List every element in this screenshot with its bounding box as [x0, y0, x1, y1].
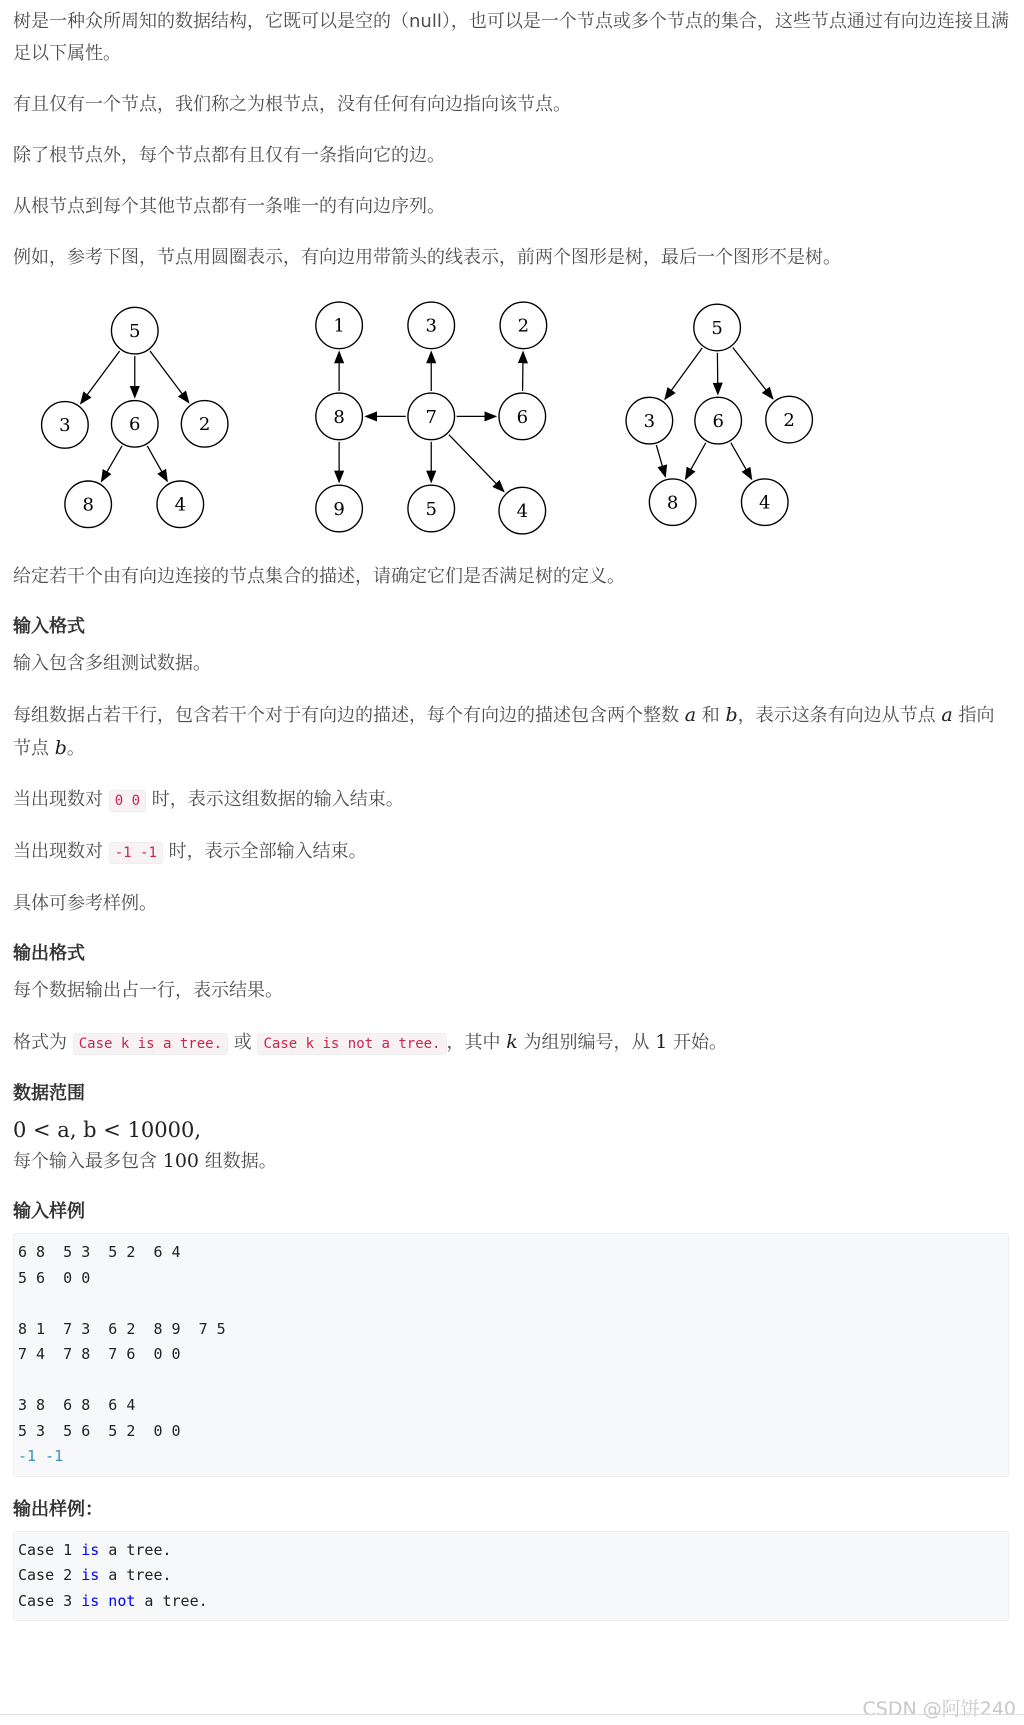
text: 。: [66, 738, 85, 759]
example-description: 例如，参考下图，节点用圆圈表示，有向边用带箭头的线表示，前两个图形是树，最后一个图形不是树。: [13, 247, 841, 268]
text: 当出现数对: [13, 841, 109, 862]
number: 100: [162, 1150, 199, 1172]
sample-input-end: -1 -1: [18, 1447, 64, 1465]
graph-node-label: 9: [333, 498, 345, 520]
text: 或: [228, 1032, 258, 1053]
graph-node-label: 8: [333, 406, 345, 428]
sample-output-heading: 输出样例：: [13, 1498, 103, 1520]
sample-output-code: [13, 1531, 1009, 1622]
text: 每组数据占若干行，包含若干个对于有向边的描述，每个有向边的描述包含两个整数: [13, 705, 685, 726]
sample-input-code: [13, 1233, 1009, 1477]
code-text: Case 1: [18, 1540, 82, 1559]
code-text: Case 3: [18, 1591, 82, 1610]
graph-node-label: 3: [425, 315, 437, 337]
edge-arrow: [686, 443, 706, 479]
output-format-heading: 输出格式: [13, 943, 85, 964]
graph-node-label: 1: [333, 315, 345, 337]
output-format-p2: [13, 1026, 1009, 1060]
graph-node-label: 4: [759, 492, 771, 514]
input-format-p2: [13, 699, 1009, 765]
output-format-p1: 每个数据输出占一行，表示结果。: [13, 980, 283, 1001]
text: 格式为: [13, 1032, 73, 1053]
graph-node-label: 8: [666, 492, 679, 514]
edge-arrow: [81, 351, 120, 404]
graph-node-label: 6: [712, 411, 724, 432]
range-formula: 0 < a, b < 10000,: [13, 1118, 202, 1142]
text: 组数据。: [199, 1151, 277, 1172]
code-text: Case 2: [18, 1566, 82, 1584]
keyword: is: [81, 1540, 100, 1559]
input-format-p4: [13, 836, 1009, 869]
input-format-p3: [13, 784, 1009, 817]
graph-node-label: 8: [82, 494, 94, 516]
inline-code: Case k is not a tree.: [257, 1033, 446, 1055]
graph-node-label: 3: [643, 411, 656, 432]
code-line: 3 8 6 8 6 4: [18, 1396, 136, 1414]
var-b: b: [725, 704, 738, 726]
input-format-p1: 输入包含多组测试数据。: [13, 653, 211, 674]
watermark: CSDN @阿饼240: [862, 1698, 1016, 1720]
number: 1: [655, 1031, 668, 1053]
range-heading: 数据范围: [13, 1083, 85, 1104]
intro-paragraph: 树是一种众所周知的数据结构，它既可以是空的（null），也可以是一个节点或多个节点的集合，这些节点通过有向边连接且满足以下属性。: [13, 11, 1009, 64]
edge-arrow: [665, 348, 702, 399]
text: 开始。: [667, 1032, 728, 1053]
input-format-heading: 输入格式: [13, 616, 85, 637]
edge-arrow: [101, 446, 122, 482]
var-k: k: [506, 1031, 518, 1053]
graph-node-label: 2: [198, 414, 211, 436]
inline-code: 0 0: [109, 790, 146, 812]
edge-arrow: [449, 435, 504, 492]
sample-input-lines: [18, 1243, 226, 1440]
text: ，表示这条有向边从节点: [737, 705, 942, 726]
inline-code: Case k is a tree.: [73, 1033, 228, 1055]
property-1: 有且仅有一个节点，我们称之为根节点，没有任何有向边指向该节点。: [13, 94, 571, 115]
task-description: 给定若干个由有向边连接的节点集合的描述，请确定它们是否满足树的定义。: [13, 566, 625, 587]
text: 时，表示全部输入结束。: [162, 841, 367, 862]
edge-arrow: [147, 446, 167, 481]
keyword: is: [81, 1566, 100, 1584]
graph-node-label: 7: [425, 406, 437, 428]
code-text: a tree.: [135, 1591, 208, 1610]
input-format-p5: 具体可参考样例。: [13, 893, 157, 914]
text: 指向节点: [13, 705, 995, 759]
code-line: 8 1 7 3 6 2 8 9 7 5: [18, 1319, 226, 1338]
var-b: b: [54, 737, 67, 759]
divider: [0, 1714, 1024, 1715]
code-line: 7 4 7 8 7 6 0 0: [18, 1345, 181, 1363]
tree-examples-diagram: [13, 293, 913, 543]
edge-arrow: [733, 347, 773, 398]
edge-arrow: [150, 351, 189, 403]
edge-arrow: [656, 445, 665, 477]
text: 为组别编号，从: [517, 1032, 656, 1053]
var-a: a: [684, 704, 697, 726]
code-line: 5 3 5 6 5 2 0 0: [18, 1421, 181, 1440]
sample-input-heading: 输入样例: [13, 1201, 85, 1222]
inline-code: -1 -1: [109, 842, 163, 864]
text: ，其中: [446, 1032, 507, 1053]
edge-arrow: [731, 443, 752, 479]
graph-node-label: 4: [516, 501, 529, 522]
graph-node-label: 6: [516, 406, 529, 428]
keyword: not: [99, 1591, 136, 1610]
graph-node-label: 5: [129, 321, 141, 342]
code-text: a tree.: [99, 1566, 172, 1584]
text: 和: [696, 705, 726, 726]
graph-node-label: 2: [783, 409, 795, 431]
property-3: 从根节点到每个其他节点都有一条唯一的有向边序列。: [13, 196, 445, 217]
property-2: 除了根节点外，每个节点都有且仅有一条指向它的边。: [13, 145, 445, 166]
var-a: a: [941, 704, 953, 726]
code-line: 5 6 0 0: [18, 1268, 91, 1287]
graph-node-label: 5: [425, 498, 437, 520]
graph-node-label: 5: [711, 317, 723, 339]
graph-node-label: 6: [129, 414, 141, 436]
range-p1: [13, 1145, 1009, 1178]
code-line: 6 8 5 3 5 2 6 4: [18, 1243, 181, 1261]
code-text: a tree.: [99, 1540, 172, 1559]
graph-node-label: 4: [174, 494, 187, 516]
problem-content: [13, 6, 1009, 1633]
graph-node-label: 2: [517, 315, 530, 337]
text: 当出现数对: [13, 789, 109, 810]
text: 每个输入最多包含: [13, 1151, 163, 1172]
keyword: is: [81, 1591, 100, 1610]
text: 时，表示这组数据的输入结束。: [146, 789, 404, 810]
graph-node-label: 3: [59, 415, 71, 437]
